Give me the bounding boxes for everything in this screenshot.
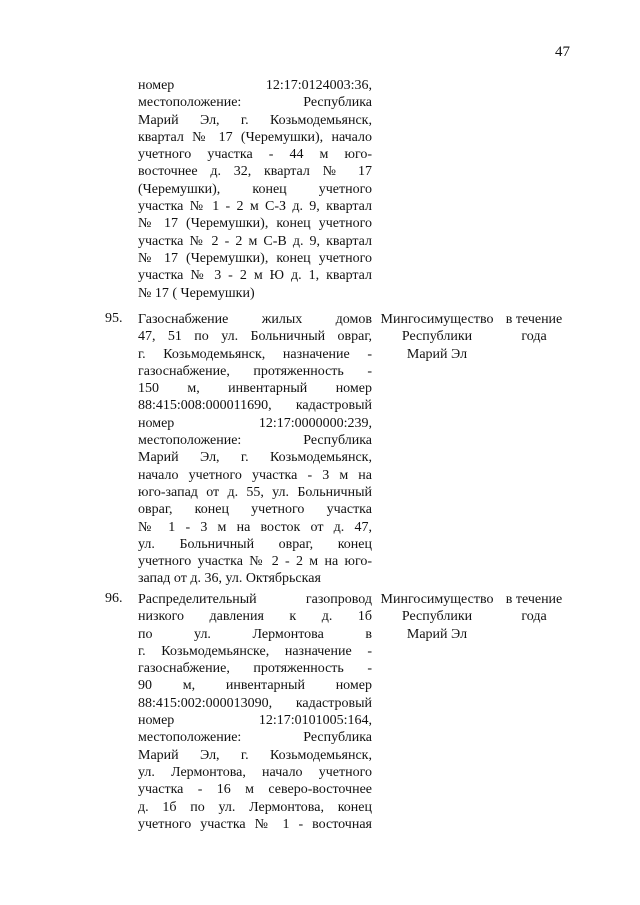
organization-line: Мингосимущество — [380, 312, 494, 327]
entry-term — [503, 591, 565, 626]
description-line: 90 м, инвентарный номер — [138, 678, 372, 694]
page-number: 47 — [555, 44, 570, 60]
entry-number: 96. — [105, 591, 123, 606]
description-line: участка - 16 м северо-восточнее — [138, 782, 372, 798]
description-line: ул. Лермонтова, начало учетного — [138, 764, 372, 780]
entry-description — [138, 311, 372, 588]
entry-term — [503, 311, 565, 346]
description-line: 88:415:002:000013090, кадастровый — [138, 695, 372, 711]
description-line: Марий Эл, г. Козьмодемьянск, — [138, 747, 372, 763]
description-line: номер 12:17:0101005:164, — [138, 713, 372, 729]
term-line: года — [521, 329, 547, 345]
description-line: № 17 (Черемушки), конец учетного — [138, 216, 372, 232]
organization-line: Марий Эл — [406, 626, 468, 642]
description-line: участка № 3 - 2 м Ю д. 1, квартал — [138, 268, 372, 284]
description-line: Газоснабжение жилых домов — [138, 312, 372, 327]
description-line: № 17 ( Черемушки) — [138, 285, 255, 301]
description-line: газоснабжение, протяженность - — [138, 661, 372, 677]
description-line: местоположение: Республика — [138, 95, 372, 111]
description-line: юго-запад от д. 55, ул. Больничный — [138, 484, 372, 500]
description-line: д. 1б по ул. Лермонтова, конец — [138, 799, 372, 815]
description-line: г. Козьмодемьянске, назначение - — [138, 643, 372, 659]
description-line: газоснабжение, протяженность - — [138, 363, 372, 379]
description-line: восточнее д. 32, квартал № 17 — [138, 164, 372, 180]
description-line: учетного участка № 1 - восточная — [138, 816, 372, 832]
entry-number: 95. — [105, 311, 123, 326]
organization-line: Республики — [401, 329, 473, 345]
description-line: 47, 51 по ул. Больничный овраг, — [138, 329, 372, 345]
description-line: Марий Эл, г. Козьмодемьянск, — [138, 112, 372, 128]
description-line: № 1 - 3 м на восток от д. 47, — [138, 519, 372, 535]
entry-description — [138, 591, 372, 833]
entry-organization — [377, 311, 497, 363]
organization-line: Мингосимущество — [380, 592, 494, 607]
description-line: начало учетного участка - 3 м на — [138, 467, 372, 483]
description-line: участка № 2 - 2 м С-В д. 9, квартал — [138, 233, 372, 249]
entry-organization — [377, 591, 497, 643]
description-line: номер 12:17:0000000:239, — [138, 415, 372, 431]
description-line: (Черемушки), конец учетного — [138, 181, 372, 197]
description-line: запад от д. 36, ул. Октябрьская — [138, 571, 321, 587]
description-line: ул. Больничный овраг, конец — [138, 536, 372, 552]
term-line: года — [521, 609, 547, 625]
description-line: 150 м, инвентарный номер — [138, 381, 372, 397]
description-line: Распределительный газопровод — [138, 592, 372, 607]
organization-line: Марий Эл — [406, 346, 468, 362]
continued-description — [138, 77, 372, 302]
description-line: номер 12:17:0124003:36, — [138, 78, 372, 93]
description-line: низкого давления к д. 1б — [138, 609, 372, 625]
description-line: квартал № 17 (Черемушки), начало — [138, 129, 372, 145]
description-line: учетного участка - 44 м юго- — [138, 147, 372, 163]
organization-line: Республики — [401, 609, 473, 625]
description-line: участка № 1 - 2 м С-З д. 9, квартал — [138, 199, 372, 215]
description-line: № 17 (Черемушки), конец учетного — [138, 250, 372, 266]
term-line: в течение — [505, 592, 563, 607]
description-line: Марий Эл, г. Козьмодемьянск, — [138, 450, 372, 466]
description-line: местоположение: Республика — [138, 730, 372, 746]
description-line: по ул. Лермонтова в — [138, 626, 372, 642]
description-line: 88:415:008:000011690, кадастровый — [138, 398, 372, 414]
description-line: г. Козьмодемьянск, назначение - — [138, 346, 372, 362]
description-line: учетного участка № 2 - 2 м на юго- — [138, 554, 372, 570]
description-line: местоположение: Республика — [138, 433, 372, 449]
term-line: в течение — [505, 312, 563, 327]
description-line: овраг, конец учетного участка — [138, 502, 372, 518]
